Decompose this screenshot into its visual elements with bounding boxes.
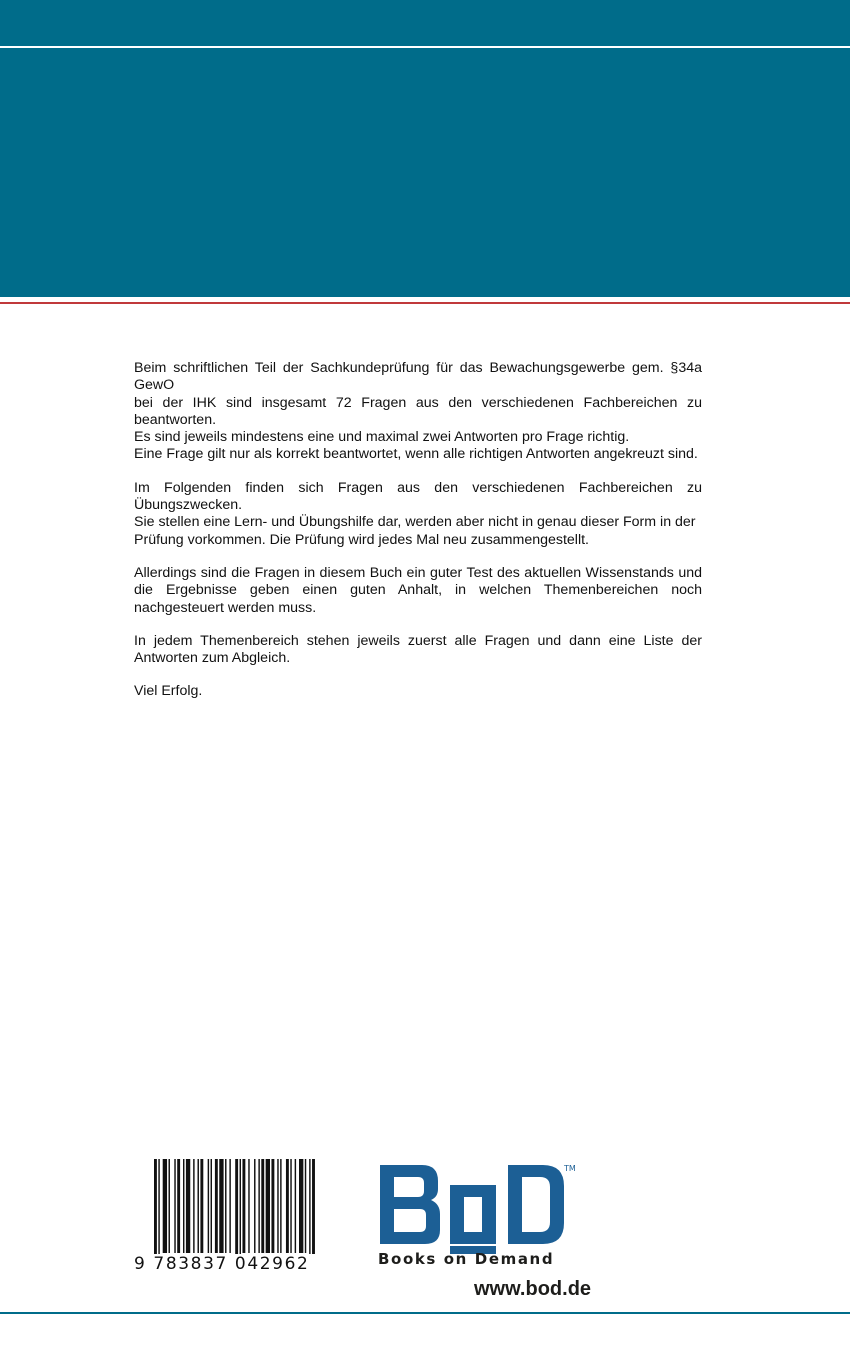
- paragraph-assessment: Allerdings sind die Fragen in diesem Buch ein guter Test des aktuellen Wissenstands und die Ergebnisse geben einen guten Anhalt, in welchen Themenbereichen noch nachgesteuert werden muss.: [134, 564, 702, 616]
- paragraph-practice: Im Folgenden finden sich Fragen aus den verschiedenen Fachbereichen zu Übungszwecken. Sie stellen eine Lern- und Übungshilfe dar, werden aber nicht in genau dieser Form in der Prüfung vorkommen. Die Prüfung wird jedes Mal neu zusammengestellt.: [134, 479, 702, 548]
- bottom-rule: [0, 1312, 850, 1314]
- top-white-rule: [0, 46, 850, 48]
- isbn-digits: 9 783837 042962: [134, 1254, 342, 1274]
- top-color-band: [0, 0, 850, 297]
- paragraph-structure: In jedem Themenbereich stehen jeweils zuerst alle Fragen und dann eine Liste der Antworten zum Abgleich.: [134, 632, 702, 667]
- publisher-name: Books on Demand: [378, 1250, 555, 1268]
- paragraph-intro: Beim schriftlichen Teil der Sachkundeprüfung für das Bewachungsgewerbe gem. §34a GewO bei der IHK sind insgesamt 72 Fragen aus den verschiedenen Fachbereichen zu beantworten. Es sind jeweils mindestens eine und maximal zwei Antworten pro Frage richtig. Eine Frage gilt nur als korrekt beantwortet, wenn alle richtigen Antworten angekreuzt sind.: [134, 360, 702, 463]
- paragraph-closing: Viel Erfolg.: [134, 683, 203, 700]
- trademark-mark: TM: [564, 1164, 576, 1173]
- red-accent-rule: [0, 302, 850, 304]
- back-cover-text: [134, 360, 702, 717]
- publisher-url[interactable]: www.bod.de: [474, 1278, 592, 1300]
